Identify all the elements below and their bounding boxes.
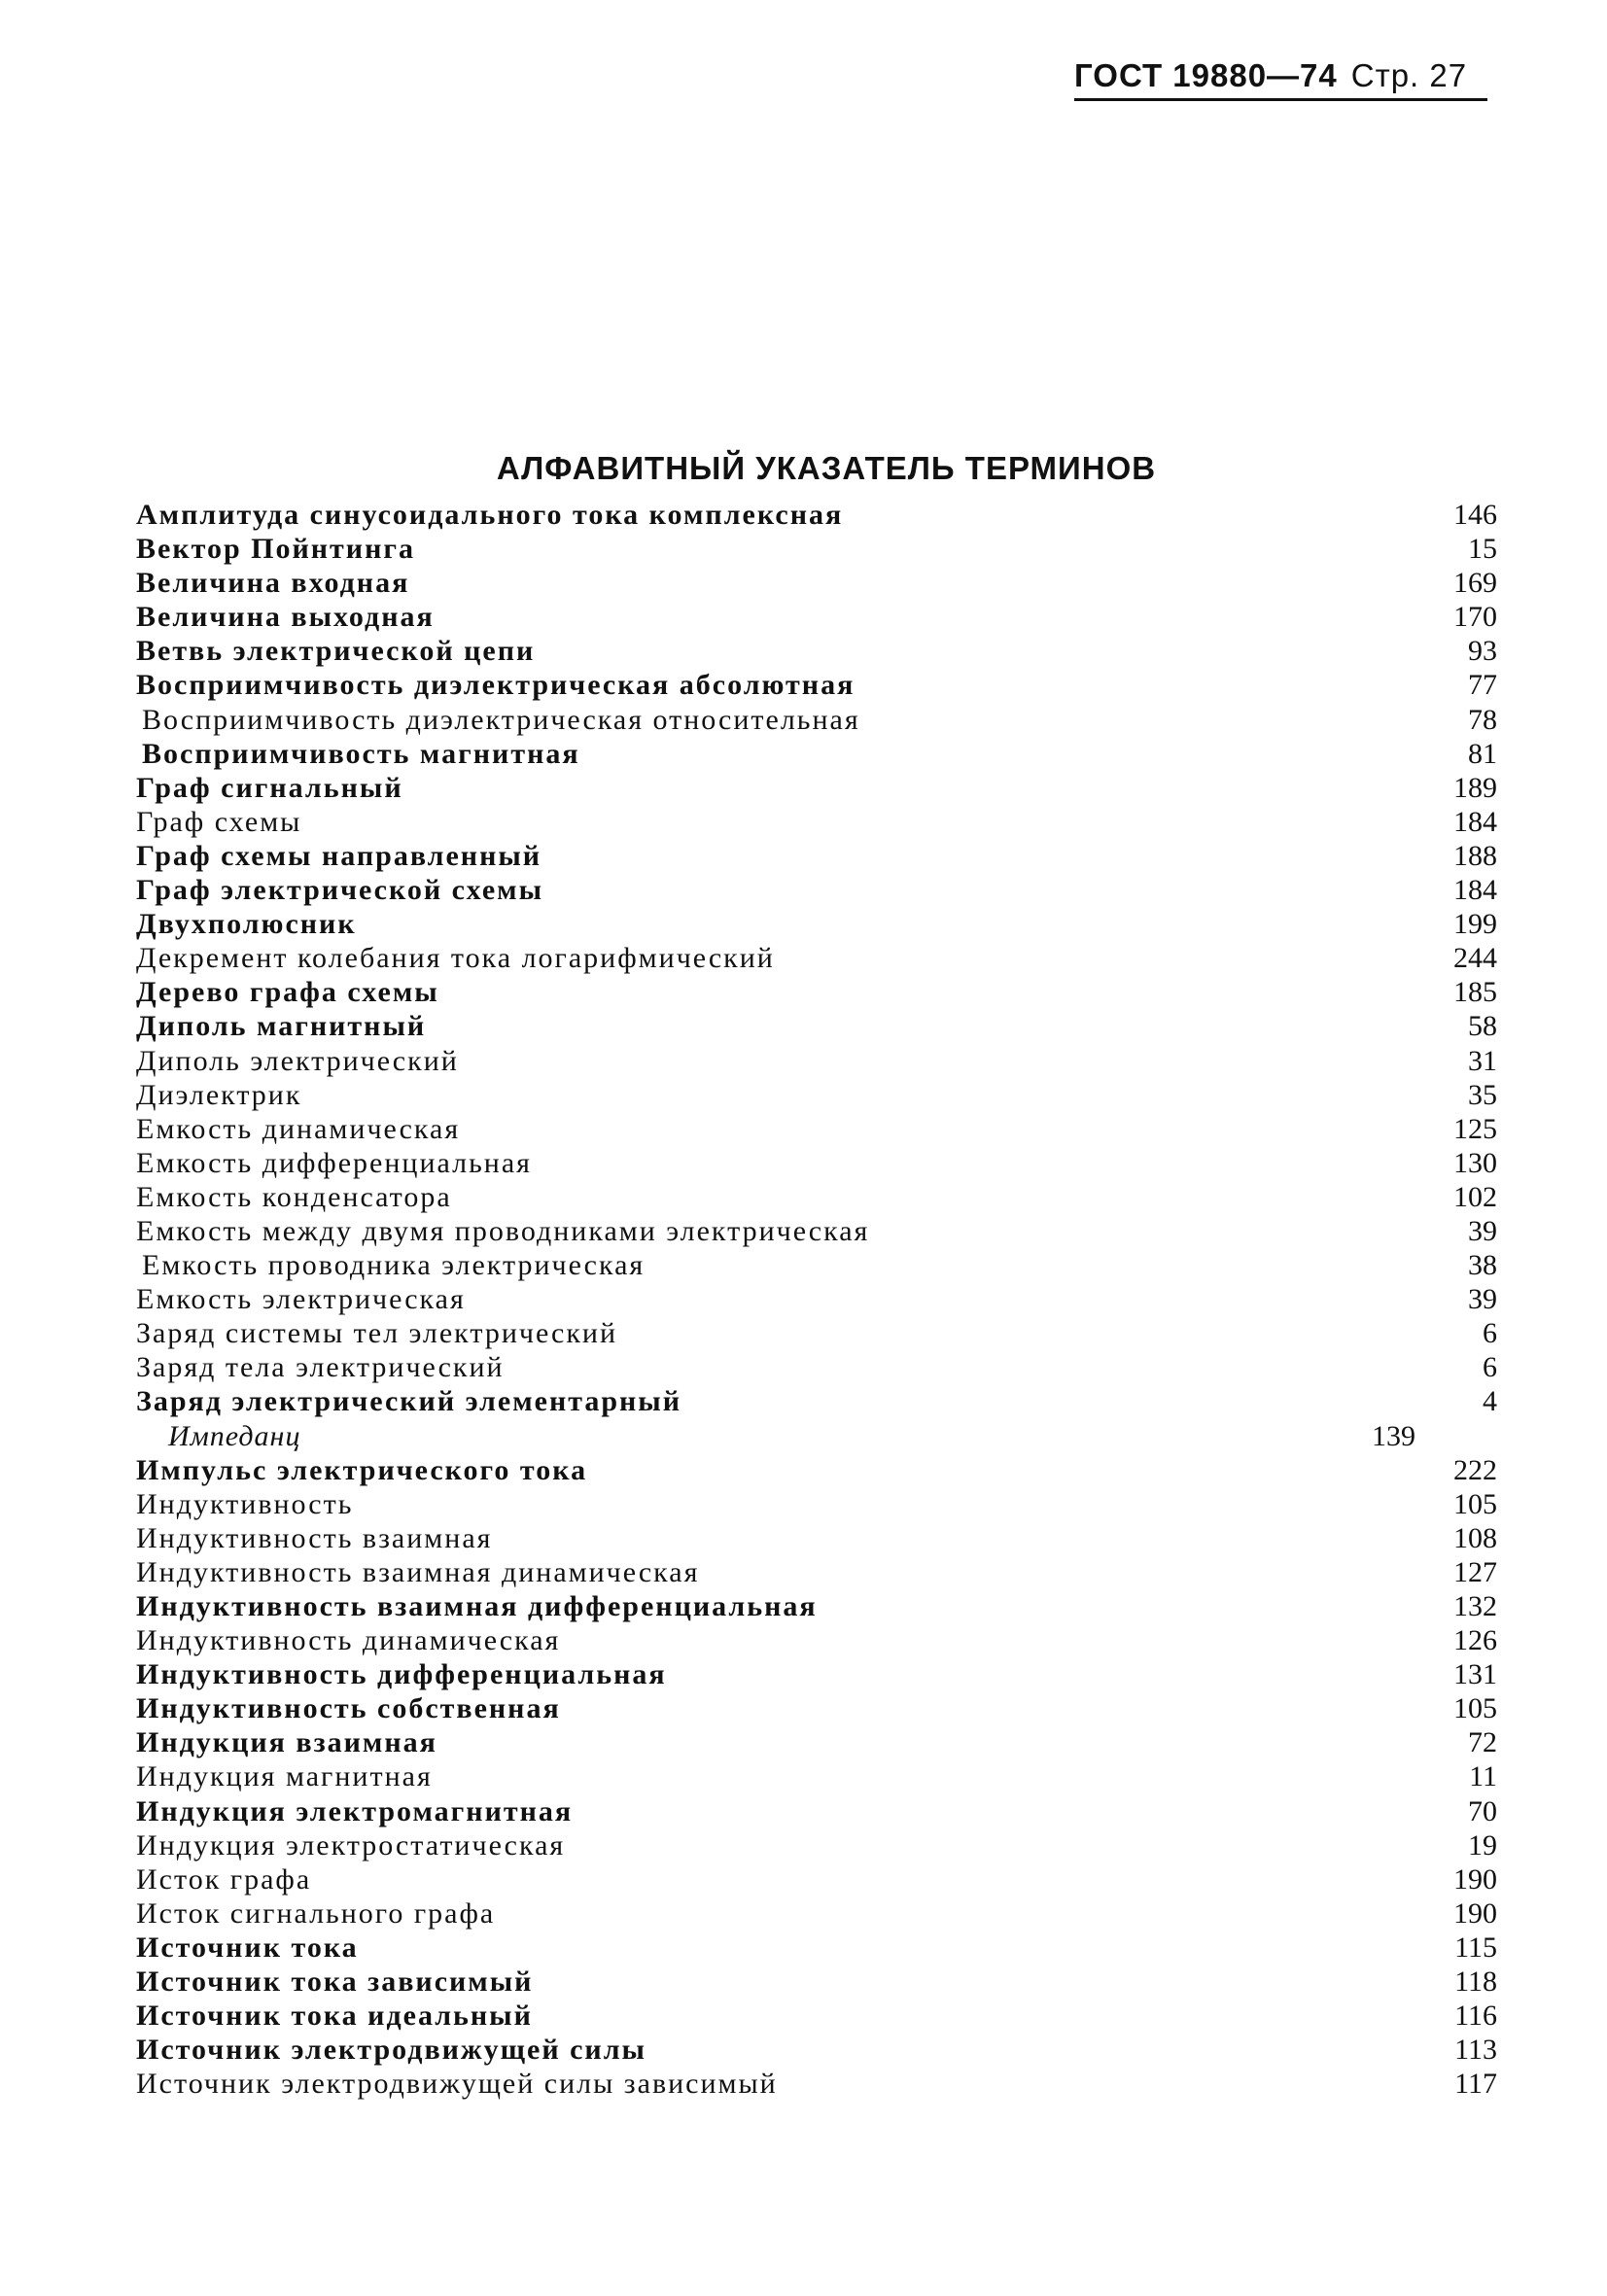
index-term: Источник тока идеальный xyxy=(136,2000,533,2033)
index-term: Емкость электрическая xyxy=(136,1283,466,1316)
index-entry xyxy=(136,1896,1497,1931)
index-entry xyxy=(136,1759,1497,1793)
index-term: Исток графа xyxy=(136,1862,312,1896)
index-page-number: 188 xyxy=(1453,839,1497,872)
index-entry xyxy=(136,907,1497,941)
index-page-number: 70 xyxy=(1468,1794,1497,1827)
index-entry xyxy=(136,975,1497,1009)
index-page-number: 131 xyxy=(1453,1658,1497,1691)
index-entry xyxy=(136,771,1497,805)
index-page-number: 189 xyxy=(1453,771,1497,804)
index-entry xyxy=(136,1521,1497,1555)
index-term: Индукция электромагнитная xyxy=(136,1794,574,1827)
index-entry xyxy=(136,1691,1497,1725)
index-page-number: 139 xyxy=(1372,1419,1415,1452)
index-term: Исток сигнального графа xyxy=(136,1896,496,1930)
running-header xyxy=(1074,51,1487,101)
index-term: Источник тока зависимый xyxy=(136,1966,534,1999)
index-term: Граф схемы xyxy=(136,805,302,838)
index-entry xyxy=(136,703,1497,737)
index-page-number: 222 xyxy=(1453,1453,1497,1486)
index-entry xyxy=(136,668,1497,702)
index-page-number: 127 xyxy=(1453,1555,1497,1588)
term-index xyxy=(136,498,1497,2101)
index-page-number: 118 xyxy=(1454,1966,1497,1999)
index-page-number: 11 xyxy=(1469,1760,1497,1793)
index-term: Величина входная xyxy=(136,567,410,600)
index-term: Восприимчивость диэлектрическая относительная xyxy=(142,703,860,736)
index-entry xyxy=(136,1282,1497,1316)
index-entry xyxy=(136,1931,1497,1965)
index-entry xyxy=(136,1965,1497,1999)
index-entry xyxy=(136,1350,1497,1384)
index-page-number: 190 xyxy=(1453,1862,1497,1896)
index-term: Индуктивность взаимная дифференциальная xyxy=(136,1590,818,1622)
index-page-number: 35 xyxy=(1468,1078,1497,1111)
index-page-number: 244 xyxy=(1453,942,1497,975)
index-term: Граф электрической схемы xyxy=(136,874,544,907)
index-term: Вектор Пойнтинга xyxy=(136,533,415,566)
index-page-number: 169 xyxy=(1453,567,1497,600)
index-page-number: 31 xyxy=(1468,1044,1497,1077)
index-entry xyxy=(136,498,1497,532)
index-term: Диполь магнитный xyxy=(136,1010,427,1043)
index-entry xyxy=(136,2033,1497,2067)
index-term: Индуктивность динамическая xyxy=(136,1624,561,1657)
index-term: Емкость между двумя проводниками электрическая xyxy=(136,1214,870,1247)
index-page-number: 72 xyxy=(1468,1726,1497,1759)
index-entry xyxy=(136,1146,1497,1180)
index-page-number: 115 xyxy=(1454,1931,1497,1964)
index-page-number: 116 xyxy=(1454,2000,1497,2033)
index-entry xyxy=(136,1657,1497,1691)
index-page-number: 39 xyxy=(1468,1214,1497,1247)
index-page-number: 146 xyxy=(1453,499,1497,531)
index-term: Величина выходная xyxy=(136,601,435,634)
index-page-number: 39 xyxy=(1468,1283,1497,1316)
index-page-number: 132 xyxy=(1453,1590,1497,1622)
index-entry xyxy=(136,1999,1497,2033)
index-term: Двухполюсник xyxy=(136,908,357,941)
index-page-number: 113 xyxy=(1454,2034,1497,2067)
index-page-number: 81 xyxy=(1468,737,1497,770)
index-term: Импеданц xyxy=(168,1419,301,1452)
index-term: Индукция электростатическая xyxy=(136,1828,566,1861)
index-term: Диполь электрический xyxy=(136,1044,459,1077)
index-term: Заряд тела электрический xyxy=(136,1351,505,1384)
index-entry xyxy=(136,1555,1497,1589)
index-page-number: 185 xyxy=(1453,976,1497,1009)
index-page-number: 38 xyxy=(1468,1249,1497,1282)
index-entry xyxy=(136,941,1497,975)
index-term: Индуктивность взаимная xyxy=(136,1521,493,1554)
index-page-number: 199 xyxy=(1453,908,1497,941)
index-entry xyxy=(136,839,1497,873)
index-page-number: 126 xyxy=(1453,1624,1497,1657)
index-entry xyxy=(136,2067,1497,2101)
index-page-number: 6 xyxy=(1483,1351,1497,1384)
index-page-number: 19 xyxy=(1468,1828,1497,1861)
page-number: Стр. 27 xyxy=(1350,57,1468,93)
index-term: Емкость динамическая xyxy=(136,1112,461,1145)
index-term: Восприимчивость магнитная xyxy=(142,737,580,770)
index-entry xyxy=(136,1453,1497,1487)
index-term: Емкость проводника электрическая xyxy=(142,1249,646,1282)
index-page-number: 184 xyxy=(1453,805,1497,838)
index-title: АЛФАВИТНЫЙ УКАЗАТЕЛЬ ТЕРМИНОВ xyxy=(496,450,1157,486)
index-entry xyxy=(136,1828,1497,1862)
index-entry xyxy=(136,805,1497,839)
index-page-number: 105 xyxy=(1453,1487,1497,1520)
index-entry xyxy=(136,1589,1497,1623)
index-page-number: 4 xyxy=(1483,1385,1497,1418)
index-entry xyxy=(136,1487,1497,1521)
index-entry xyxy=(136,1794,1497,1828)
index-page-number: 77 xyxy=(1468,669,1497,702)
index-term: Индуктивность собственная xyxy=(136,1692,561,1725)
index-entry xyxy=(136,1180,1497,1214)
index-page-number: 130 xyxy=(1453,1146,1497,1179)
index-term: Ветвь электрической цепи xyxy=(136,635,536,668)
index-page-number: 105 xyxy=(1453,1692,1497,1725)
index-entry xyxy=(136,1725,1497,1759)
index-entry xyxy=(136,737,1497,771)
index-term: Индукция магнитная xyxy=(136,1760,433,1793)
index-entry xyxy=(136,532,1497,566)
index-term: Источник электродвижущей силы зависимый xyxy=(136,2068,778,2101)
index-term: Источник тока xyxy=(136,1931,359,1964)
index-page-number: 102 xyxy=(1453,1180,1497,1213)
index-entry xyxy=(136,1623,1497,1657)
index-entry xyxy=(136,634,1497,668)
index-term: Диэлектрик xyxy=(136,1078,302,1111)
index-page-number: 170 xyxy=(1453,601,1497,634)
index-page-number: 78 xyxy=(1468,703,1497,736)
index-entry xyxy=(136,566,1497,600)
index-entry xyxy=(136,1316,1497,1350)
index-page-number: 125 xyxy=(1453,1112,1497,1145)
index-term: Индуктивность дифференциальная xyxy=(136,1658,667,1691)
index-entry xyxy=(136,1112,1497,1146)
index-term: Источник электродвижущей силы xyxy=(136,2034,646,2067)
index-page-number: 117 xyxy=(1454,2068,1497,2101)
index-term: Заряд системы тел электрический xyxy=(136,1317,618,1350)
index-term: Емкость конденсатора xyxy=(136,1180,452,1213)
index-entry xyxy=(136,1009,1497,1043)
index-page-number: 58 xyxy=(1468,1010,1497,1043)
index-term: Заряд электрический элементарный xyxy=(136,1385,682,1418)
index-entry xyxy=(136,1419,1497,1453)
index-page-number: 6 xyxy=(1483,1317,1497,1350)
index-term: Импульс электрического тока xyxy=(136,1453,588,1486)
index-entry xyxy=(136,1044,1497,1078)
index-page-number: 93 xyxy=(1468,635,1497,668)
index-page-number: 15 xyxy=(1468,533,1497,566)
index-term: Индуктивность взаимная динамическая xyxy=(136,1555,700,1588)
index-entry xyxy=(136,1078,1497,1112)
index-term: Индукция взаимная xyxy=(136,1726,437,1759)
index-entry xyxy=(136,1862,1497,1896)
index-entry xyxy=(136,873,1497,907)
index-term: Индуктивность xyxy=(136,1487,354,1520)
index-entry xyxy=(136,1214,1497,1248)
index-term: Граф сигнальный xyxy=(136,771,403,804)
index-term: Граф схемы направленный xyxy=(136,839,542,872)
standard-number: ГОСТ 19880—74 xyxy=(1074,57,1338,93)
index-entry xyxy=(136,1248,1497,1282)
index-page-number: 190 xyxy=(1453,1896,1497,1930)
index-term: Емкость дифференциальная xyxy=(136,1146,532,1179)
index-term: Декремент колебания тока логарифмический xyxy=(136,942,775,975)
index-entry xyxy=(136,600,1497,634)
index-term: Дерево графа схемы xyxy=(136,976,439,1009)
index-term: Восприимчивость диэлектрическая абсолютная xyxy=(136,669,856,702)
index-entry xyxy=(136,1384,1497,1418)
index-page-number: 108 xyxy=(1453,1521,1497,1554)
index-term: Амплитуда синусоидального тока комплексная xyxy=(136,499,844,531)
index-page-number: 184 xyxy=(1453,874,1497,907)
